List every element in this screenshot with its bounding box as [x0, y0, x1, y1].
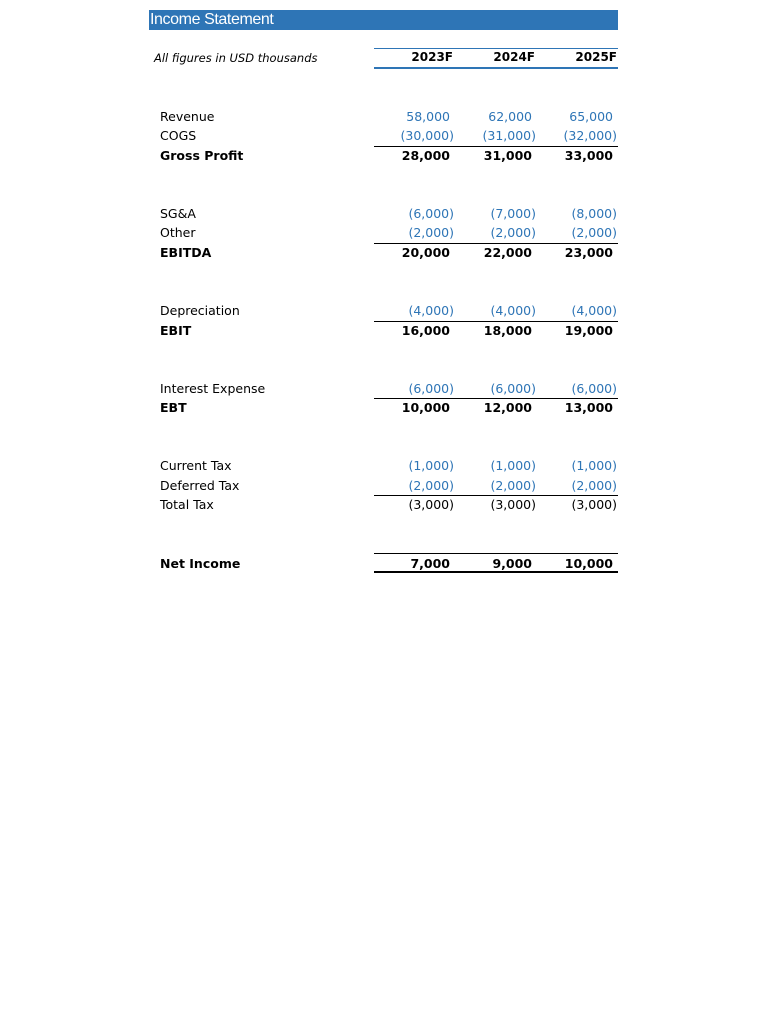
row-label-gross-profit: Gross Profit — [160, 148, 244, 163]
header-bottom-rule — [374, 67, 618, 69]
row-label-depreciation: Depreciation — [160, 303, 240, 318]
cell-sga-2024f: (7,000) — [490, 206, 536, 221]
title-bar — [149, 10, 618, 30]
cell-interest-2025f: (6,000) — [571, 381, 617, 396]
cell-ebt-2025f: 13,000 — [564, 400, 613, 415]
row-label-ebt: EBT — [160, 400, 187, 415]
row-label-deferred-tax: Deferred Tax — [160, 478, 240, 493]
cell-total-tax-2025f: (3,000) — [571, 497, 617, 512]
cell-other-2025f: (2,000) — [571, 225, 617, 240]
cell-current-tax-2025f: (1,000) — [571, 458, 617, 473]
page-title: Income Statement — [150, 11, 274, 28]
column-header-2025f: 2025F — [575, 50, 617, 64]
cell-other-2023f: (2,000) — [408, 225, 454, 240]
cell-cogs-2023f: (30,000) — [400, 128, 454, 143]
cell-depreciation-2023f: (4,000) — [408, 303, 454, 318]
row-label-other: Other — [160, 225, 196, 240]
row-label-interest-expense: Interest Expense — [160, 381, 266, 396]
cell-net-income-2023f: 7,000 — [410, 556, 450, 571]
cell-sga-2023f: (6,000) — [408, 206, 454, 221]
cell-deferred-tax-2023f: (2,000) — [408, 478, 454, 493]
row-label-net-income: Net Income — [160, 556, 241, 571]
cell-ebitda-2025f: 23,000 — [564, 245, 613, 260]
net-income-bottom-rule — [374, 571, 618, 573]
cell-ebitda-2024f: 22,000 — [483, 245, 532, 260]
cell-revenue-2024f: 62,000 — [488, 109, 532, 124]
column-header-2023f: 2023F — [411, 50, 453, 64]
row-label-cogs: COGS — [160, 128, 197, 143]
header-top-rule — [374, 48, 618, 49]
cell-other-2024f: (2,000) — [490, 225, 536, 240]
cell-gross-profit-2023f: 28,000 — [401, 148, 450, 163]
cell-revenue-2023f: 58,000 — [406, 109, 450, 124]
cell-total-tax-2024f: (3,000) — [490, 497, 536, 512]
cell-current-tax-2023f: (1,000) — [408, 458, 454, 473]
cell-interest-2024f: (6,000) — [490, 381, 536, 396]
row-label-ebitda: EBITDA — [160, 245, 212, 260]
row-label-current-tax: Current Tax — [160, 458, 232, 473]
cell-deferred-tax-2025f: (2,000) — [571, 478, 617, 493]
cell-ebit-2024f: 18,000 — [483, 323, 532, 338]
cell-depreciation-2025f: (4,000) — [571, 303, 617, 318]
cell-cogs-2024f: (31,000) — [482, 128, 536, 143]
cell-net-income-2025f: 10,000 — [564, 556, 613, 571]
row-label-revenue: Revenue — [160, 109, 215, 124]
row-label-ebit: EBIT — [160, 323, 192, 338]
row-label-sga: SG&A — [160, 206, 196, 221]
cell-total-tax-2023f: (3,000) — [408, 497, 454, 512]
cell-current-tax-2024f: (1,000) — [490, 458, 536, 473]
cell-interest-2023f: (6,000) — [408, 381, 454, 396]
column-header-2024f: 2024F — [493, 50, 535, 64]
cell-revenue-2025f: 65,000 — [569, 109, 613, 124]
cell-net-income-2024f: 9,000 — [492, 556, 532, 571]
cell-sga-2025f: (8,000) — [571, 206, 617, 221]
units-note: All figures in USD thousands — [154, 51, 318, 65]
cell-ebit-2023f: 16,000 — [401, 323, 450, 338]
cell-gross-profit-2025f: 33,000 — [564, 148, 613, 163]
cell-depreciation-2024f: (4,000) — [490, 303, 536, 318]
cell-ebt-2023f: 10,000 — [401, 400, 450, 415]
cell-cogs-2025f: (32,000) — [563, 128, 617, 143]
cell-gross-profit-2024f: 31,000 — [483, 148, 532, 163]
row-label-total-tax: Total Tax — [160, 497, 214, 512]
cell-ebitda-2023f: 20,000 — [401, 245, 450, 260]
cell-ebt-2024f: 12,000 — [483, 400, 532, 415]
cell-ebit-2025f: 19,000 — [564, 323, 613, 338]
cell-deferred-tax-2024f: (2,000) — [490, 478, 536, 493]
